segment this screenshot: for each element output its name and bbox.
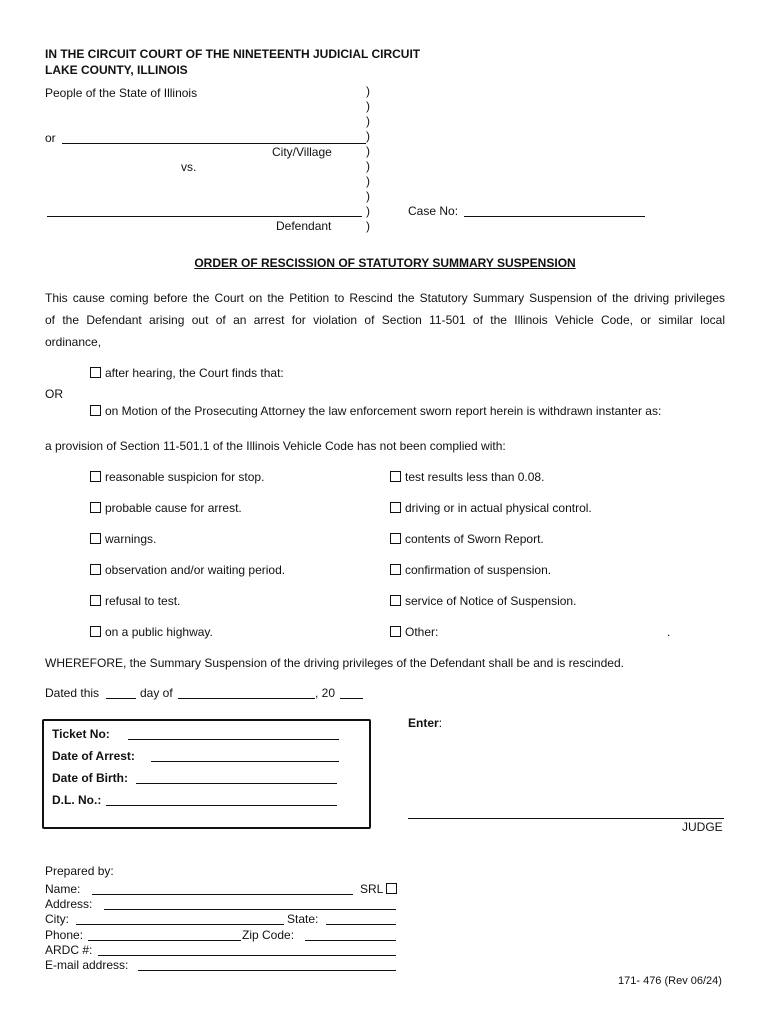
ardc-field[interactable] [98, 955, 396, 956]
checklist-left-item[interactable] [90, 501, 242, 515]
city-label: City: [45, 912, 69, 926]
or-separator: OR [45, 387, 63, 401]
state-field[interactable] [326, 924, 396, 925]
checklist-item-label: probable cause for arrest. [105, 501, 242, 515]
srl-checkbox[interactable] [386, 883, 397, 894]
dl-no-row [52, 793, 101, 807]
checkbox-icon[interactable] [90, 502, 101, 513]
enter-colon: : [438, 716, 443, 730]
ardc-label: ARDC #: [45, 943, 93, 957]
zip-label: Zip Code: [242, 928, 295, 942]
enter-label [408, 716, 442, 730]
checkbox-icon[interactable] [90, 533, 101, 544]
checklist-item-label: on a public highway. [105, 625, 213, 639]
caption-paren: ) [366, 174, 370, 188]
checklist-item-label: warnings. [105, 532, 157, 546]
city-field[interactable] [76, 924, 284, 925]
checklist-item-label: refusal to test. [105, 594, 181, 608]
dated-this-label: Dated this [45, 686, 100, 700]
checkbox-icon[interactable] [90, 626, 101, 637]
checkbox-icon[interactable] [390, 471, 401, 482]
defendant-label: Defendant [276, 219, 332, 233]
checkbox-icon[interactable] [90, 564, 101, 575]
or-label: or [45, 131, 56, 145]
county-heading: LAKE COUNTY, ILLINOIS [45, 63, 188, 77]
state-label: State: [287, 912, 319, 926]
caption-paren: ) [366, 129, 370, 143]
checkbox-icon[interactable] [390, 595, 401, 606]
address-label: Address: [45, 897, 93, 911]
checkbox-icon[interactable] [90, 405, 101, 416]
name-field[interactable] [92, 894, 353, 895]
after-hearing-option[interactable] [90, 366, 284, 380]
year-prefix-label: , 20 [315, 686, 336, 700]
date-of-birth-field[interactable] [136, 783, 337, 784]
caption-paren: ) [366, 114, 370, 128]
checkbox-icon[interactable] [90, 471, 101, 482]
checklist-item-label: Other: [405, 625, 439, 639]
name-label: Name: [45, 882, 81, 896]
on-motion-label: on Motion of the Prosecuting Attorney the law enforcement sworn report herein is withdrawn instanter as: [105, 404, 662, 418]
vs-label: vs. [181, 160, 197, 174]
checkbox-icon[interactable] [90, 367, 101, 378]
checklist-item-label: reasonable suspicion for stop. [105, 470, 265, 484]
judge-signature-line[interactable] [408, 818, 724, 819]
address-field[interactable] [104, 909, 396, 910]
on-motion-option[interactable] [90, 404, 661, 418]
caption-paren: ) [366, 144, 370, 158]
day-of-label: day of [140, 686, 173, 700]
case-no-field[interactable] [464, 216, 645, 217]
checklist-left-item[interactable] [90, 470, 264, 484]
phone-label: Phone: [45, 928, 84, 942]
case-no-label: Case No: [408, 204, 459, 218]
plaintiff-name: People of the State of Illinois [45, 86, 198, 100]
caption-paren: ) [366, 189, 370, 203]
checklist-right-item[interactable] [390, 470, 544, 484]
ticket-no-row [52, 727, 110, 741]
other-period: . [667, 625, 671, 639]
checklist-right-item[interactable] [390, 563, 551, 577]
caption-paren: ) [366, 159, 370, 173]
checklist-right-item[interactable] [390, 594, 576, 608]
form-number: 171- 476 (Rev 06/24) [618, 975, 722, 987]
city-village-label: City/Village [272, 145, 332, 159]
checklist-left-item[interactable] [90, 563, 285, 577]
after-hearing-label: after hearing, the Court finds that: [105, 366, 284, 380]
checklist-left-item[interactable] [90, 594, 180, 608]
checklist-item-label: confirmation of suspension. [405, 563, 552, 577]
checkbox-icon[interactable] [390, 564, 401, 575]
dl-no-label: D.L. No.: [52, 793, 102, 807]
prepared-by-heading: Prepared by: [45, 864, 114, 878]
checklist-item-label: driving or in actual physical control. [405, 501, 592, 515]
defendant-line[interactable] [47, 216, 362, 217]
ticket-no-field[interactable] [128, 739, 339, 740]
city-village-line[interactable] [62, 143, 366, 144]
email-field[interactable] [138, 970, 396, 971]
checklist-item-label: test results less than 0.08. [405, 470, 545, 484]
enter-text: Enter [408, 716, 439, 730]
checkbox-icon[interactable] [390, 533, 401, 544]
court-heading: IN THE CIRCUIT COURT OF THE NINETEENTH JUDICIAL CIRCUIT [45, 47, 421, 61]
zip-field[interactable] [305, 940, 396, 941]
checklist-right-item[interactable] [390, 501, 592, 515]
checklist-left-item[interactable] [90, 625, 213, 639]
dl-no-field[interactable] [106, 805, 337, 806]
date-of-arrest-row [52, 749, 135, 763]
intro-paragraph: This cause coming before the Court on the Petition to Rescind the Statutory Summary Suspension of the driving privileges of the Defendant arising out of an arrest for violation of Section 11-501 of the Illinois Vehicle Code, or similar local ordinance, [45, 291, 725, 349]
email-label: E-mail address: [45, 958, 129, 972]
month-field[interactable] [178, 698, 315, 699]
day-field[interactable] [106, 698, 136, 699]
date-of-arrest-field[interactable] [151, 761, 339, 762]
checklist-item-label: contents of Sworn Report. [405, 532, 544, 546]
date-of-arrest-label: Date of Arrest: [52, 749, 135, 763]
checklist-item-label: observation and/or waiting period. [105, 563, 286, 577]
checklist-left-item[interactable] [90, 532, 156, 546]
srl-label: SRL [360, 882, 384, 896]
phone-field[interactable] [88, 940, 241, 941]
caption-paren: ) [366, 219, 370, 233]
provision-text: a provision of Section 11-501.1 of the Illinois Vehicle Code has not been complied with: [45, 439, 506, 453]
defendant-info-box [42, 719, 371, 829]
checkbox-icon[interactable] [90, 595, 101, 606]
checkbox-icon[interactable] [390, 502, 401, 513]
date-of-birth-row [52, 771, 128, 785]
caption-paren: ) [366, 99, 370, 113]
caption-paren: ) [366, 204, 370, 218]
judge-label: JUDGE [682, 820, 723, 834]
checklist-right-item[interactable] [390, 625, 438, 639]
caption-paren: ) [366, 84, 370, 98]
ticket-no-label: Ticket No: [52, 727, 110, 741]
order-title: ORDER OF RESCISSION OF STATUTORY SUMMARY SUSPENSION [194, 256, 576, 270]
checkbox-icon[interactable] [390, 626, 401, 637]
checklist-right-item[interactable] [390, 532, 544, 546]
year-field[interactable] [340, 698, 363, 699]
checklist-item-label: service of Notice of Suspension. [405, 594, 577, 608]
date-of-birth-label: Date of Birth: [52, 771, 128, 785]
wherefore-text: WHEREFORE, the Summary Suspension of the driving privileges of the Defendant shall be and is rescinded. [45, 656, 624, 670]
